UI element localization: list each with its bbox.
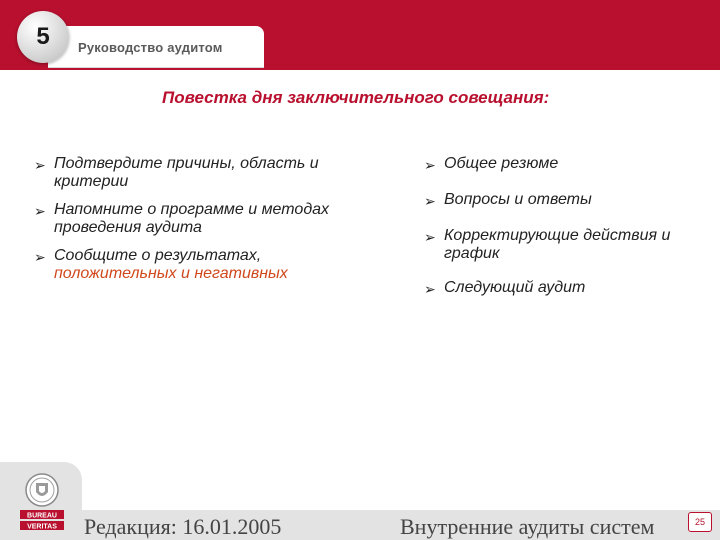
list-item-text: Корректирующие действия и график	[444, 227, 671, 262]
footer-edition: Редакция: 16.01.2005	[84, 514, 282, 539]
bureau-veritas-logo	[14, 470, 70, 532]
arrow-bullet-icon: ➢	[424, 281, 436, 297]
list-item-text: Сообщите о результатах,	[54, 247, 262, 264]
list-item-highlight: положительных и негативных	[54, 265, 288, 282]
section-title: Руководство аудитом	[78, 40, 223, 55]
slide-title: Повестка дня заключительного совещания:	[162, 88, 550, 107]
arrow-bullet-icon: ➢	[34, 157, 46, 173]
list-item	[424, 227, 716, 263]
list-item-text: Следующий аудит	[444, 279, 586, 296]
arrow-bullet-icon: ➢	[34, 203, 46, 219]
arrow-bullet-icon: ➢	[424, 193, 436, 209]
logo-word-top: BUREAU	[27, 512, 57, 520]
list-item	[424, 191, 716, 209]
list-item-text: Напомните о программе и методах проведения аудита	[54, 201, 330, 236]
list-item-text: Подтвердите причины, область и критерии	[54, 155, 319, 190]
list-item	[34, 155, 396, 191]
list-item	[424, 279, 716, 297]
page-number: 25	[688, 512, 712, 532]
list-item-text: Общее резюме	[444, 155, 559, 172]
arrow-bullet-icon: ➢	[424, 157, 436, 173]
footer-doc-title: Внутренние аудиты систем	[400, 514, 655, 539]
arrow-bullet-icon: ➢	[424, 229, 436, 245]
section-number-badge: 5	[17, 11, 69, 63]
list-item	[34, 201, 396, 237]
logo-word-bottom: VERITAS	[27, 523, 57, 531]
arrow-bullet-icon: ➢	[34, 249, 46, 265]
list-item	[424, 155, 716, 173]
left-bullet-list	[34, 155, 396, 293]
list-item-text: Вопросы и ответы	[444, 191, 592, 208]
right-bullet-list	[424, 155, 716, 315]
list-item	[34, 247, 396, 283]
